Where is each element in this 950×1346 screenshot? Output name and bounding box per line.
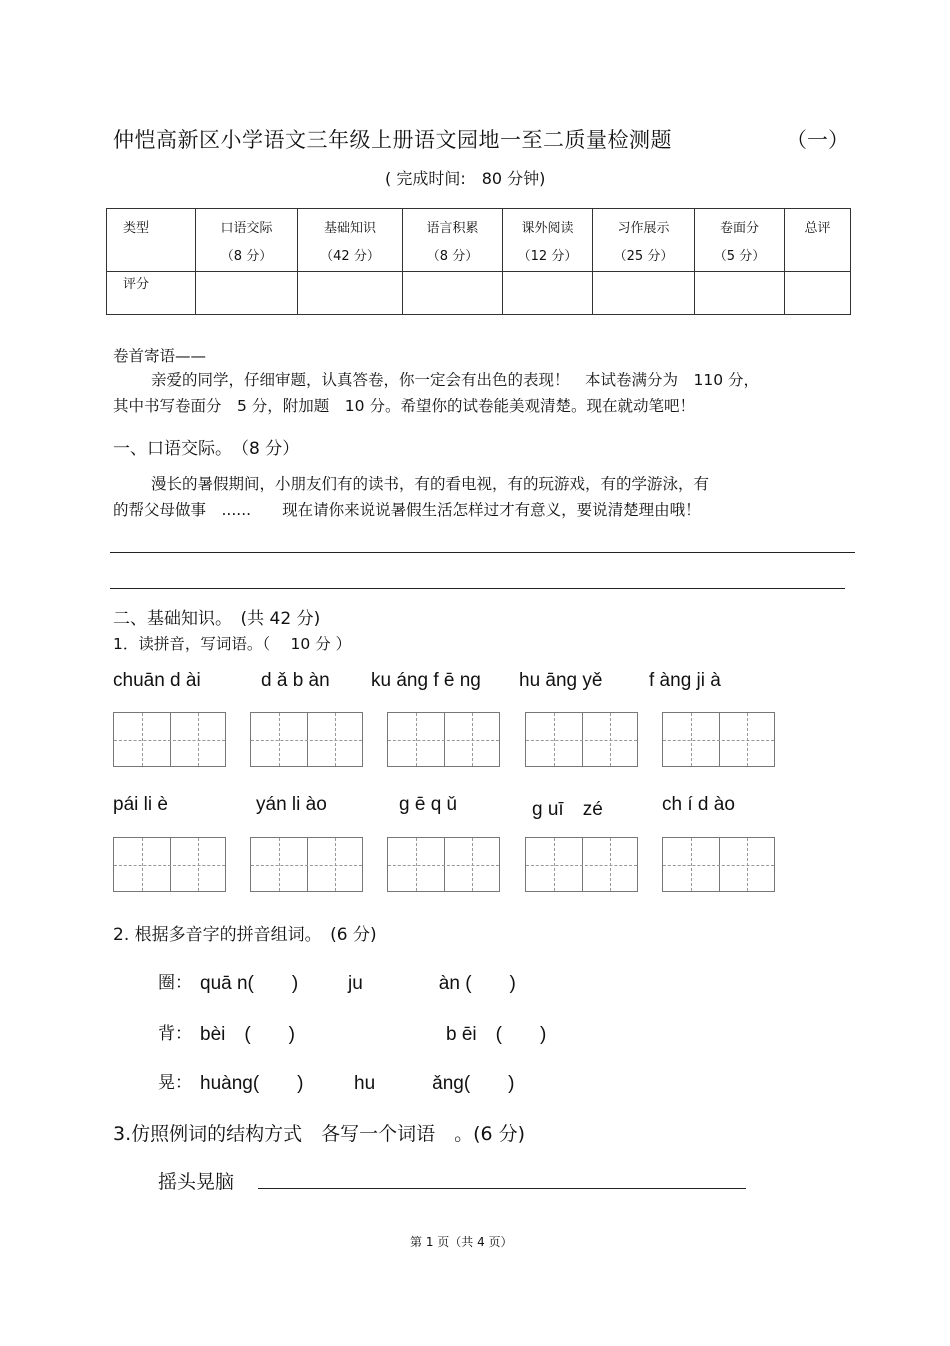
col-neatness: 卷面分 （5 分） — [695, 209, 785, 272]
pinyin-prompt: d ǎ b àn — [261, 670, 330, 691]
writing-grid[interactable] — [387, 837, 500, 892]
polyphone-blank[interactable]: bèi ( ) — [200, 1024, 296, 1045]
oral-prompt: 漫长的暑假期间，小朋友们有的读书，有的看电视，有的玩游戏，有的学游泳，有 — [151, 475, 710, 493]
score-cell[interactable] — [503, 272, 593, 315]
writing-grid[interactable] — [525, 837, 638, 892]
question-2-label: 2. 根据多音字的拼音组词。 (6 分) — [113, 925, 377, 945]
polyphone-blank[interactable]: huàng( ) — [200, 1073, 304, 1094]
section-heading-basics: 二、基础知识。 (共 42 分) — [113, 609, 321, 629]
completion-time: ( 完成时间: 80 分钟) — [385, 169, 546, 188]
page-footer: 第 1 页（共 4 页） — [410, 1235, 513, 1249]
col-writing: 习作展示 （25 分） — [593, 209, 695, 272]
writing-grid[interactable] — [113, 712, 226, 767]
answer-line[interactable] — [110, 588, 845, 589]
polyphone-char: 背： — [158, 1024, 192, 1044]
pinyin-prompt: chuān d ài — [113, 670, 201, 691]
col-basics: 基础知识 （42 分） — [298, 209, 403, 272]
pinyin-prompt: ku áng f ē ng — [371, 670, 481, 691]
writing-grid[interactable] — [250, 837, 363, 892]
score-cell[interactable] — [298, 272, 403, 315]
pinyin-prompt: g uī zé — [532, 799, 603, 820]
writing-grid[interactable] — [113, 837, 226, 892]
answer-line[interactable] — [258, 1188, 746, 1189]
polyphone-char: 圈： — [158, 973, 192, 993]
polyphone-blank[interactable]: b ēi ( ) — [446, 1024, 547, 1045]
example-word: 摇头晃脑 — [158, 1171, 235, 1193]
score-cell[interactable] — [785, 272, 851, 315]
page-title: 仲恺高新区小学语文三年级上册语文园地一至二质量检测题 — [113, 128, 672, 152]
writing-grid[interactable] — [662, 837, 775, 892]
oral-prompt: 的帮父母做事 ...... 现在请你来说说暑假生活怎样过才有意义，要说清楚理由哦！ — [113, 501, 701, 519]
polyphone-char: 晃： — [158, 1073, 192, 1093]
col-total: 总评 — [785, 209, 851, 272]
pinyin-prompt: f àng ji à — [649, 670, 721, 691]
question-1-label: 1．读拼音，写词语。（ 10 分 ） — [113, 635, 352, 653]
question-3-label: 3.仿照例词的结构方式 各写一个词语 。(6 分) — [113, 1123, 526, 1145]
section-heading-oral: 一、口语交际。 （8 分） — [113, 439, 300, 459]
pinyin-prompt: g ē q ǔ — [399, 794, 458, 815]
score-cell[interactable] — [403, 272, 503, 315]
col-language: 语言积累 （8 分） — [403, 209, 503, 272]
writing-grid[interactable] — [525, 712, 638, 767]
answer-line[interactable] — [110, 552, 855, 553]
polyphone-blank[interactable]: ju àn ( ) — [348, 973, 516, 994]
score-cell[interactable] — [593, 272, 695, 315]
preface-line: 其中书写卷面分 5 分，附加题 10 分。希望你的试卷能美观清楚。现在就动笔吧！ — [113, 397, 695, 415]
pinyin-prompt: yán li ào — [256, 794, 327, 815]
pinyin-prompt: hu āng yě — [519, 670, 603, 691]
writing-grid[interactable] — [250, 712, 363, 767]
pinyin-prompt: pái li è — [113, 794, 168, 815]
title-suffix: （一） — [786, 128, 849, 152]
score-table — [106, 208, 851, 315]
score-row-label: 评分 — [107, 272, 196, 315]
score-cell[interactable] — [695, 272, 785, 315]
polyphone-blank[interactable]: hu ǎng( ) — [354, 1073, 515, 1094]
preface-line: 亲爱的同学，仔细审题，认真答卷，你一定会有出色的表现！ 本试卷满分为 110 分， — [151, 371, 760, 389]
score-cell[interactable] — [196, 272, 298, 315]
writing-grid[interactable] — [387, 712, 500, 767]
pinyin-prompt: ch í d ào — [662, 794, 735, 815]
preface-heading: 卷首寄语—— — [113, 347, 207, 365]
writing-grid[interactable] — [662, 712, 775, 767]
col-reading: 课外阅读 （12 分） — [503, 209, 593, 272]
polyphone-blank[interactable]: quā n( ) — [200, 973, 299, 994]
type-header: 类型 — [107, 209, 196, 272]
col-oral: 口语交际 （8 分） — [196, 209, 298, 272]
